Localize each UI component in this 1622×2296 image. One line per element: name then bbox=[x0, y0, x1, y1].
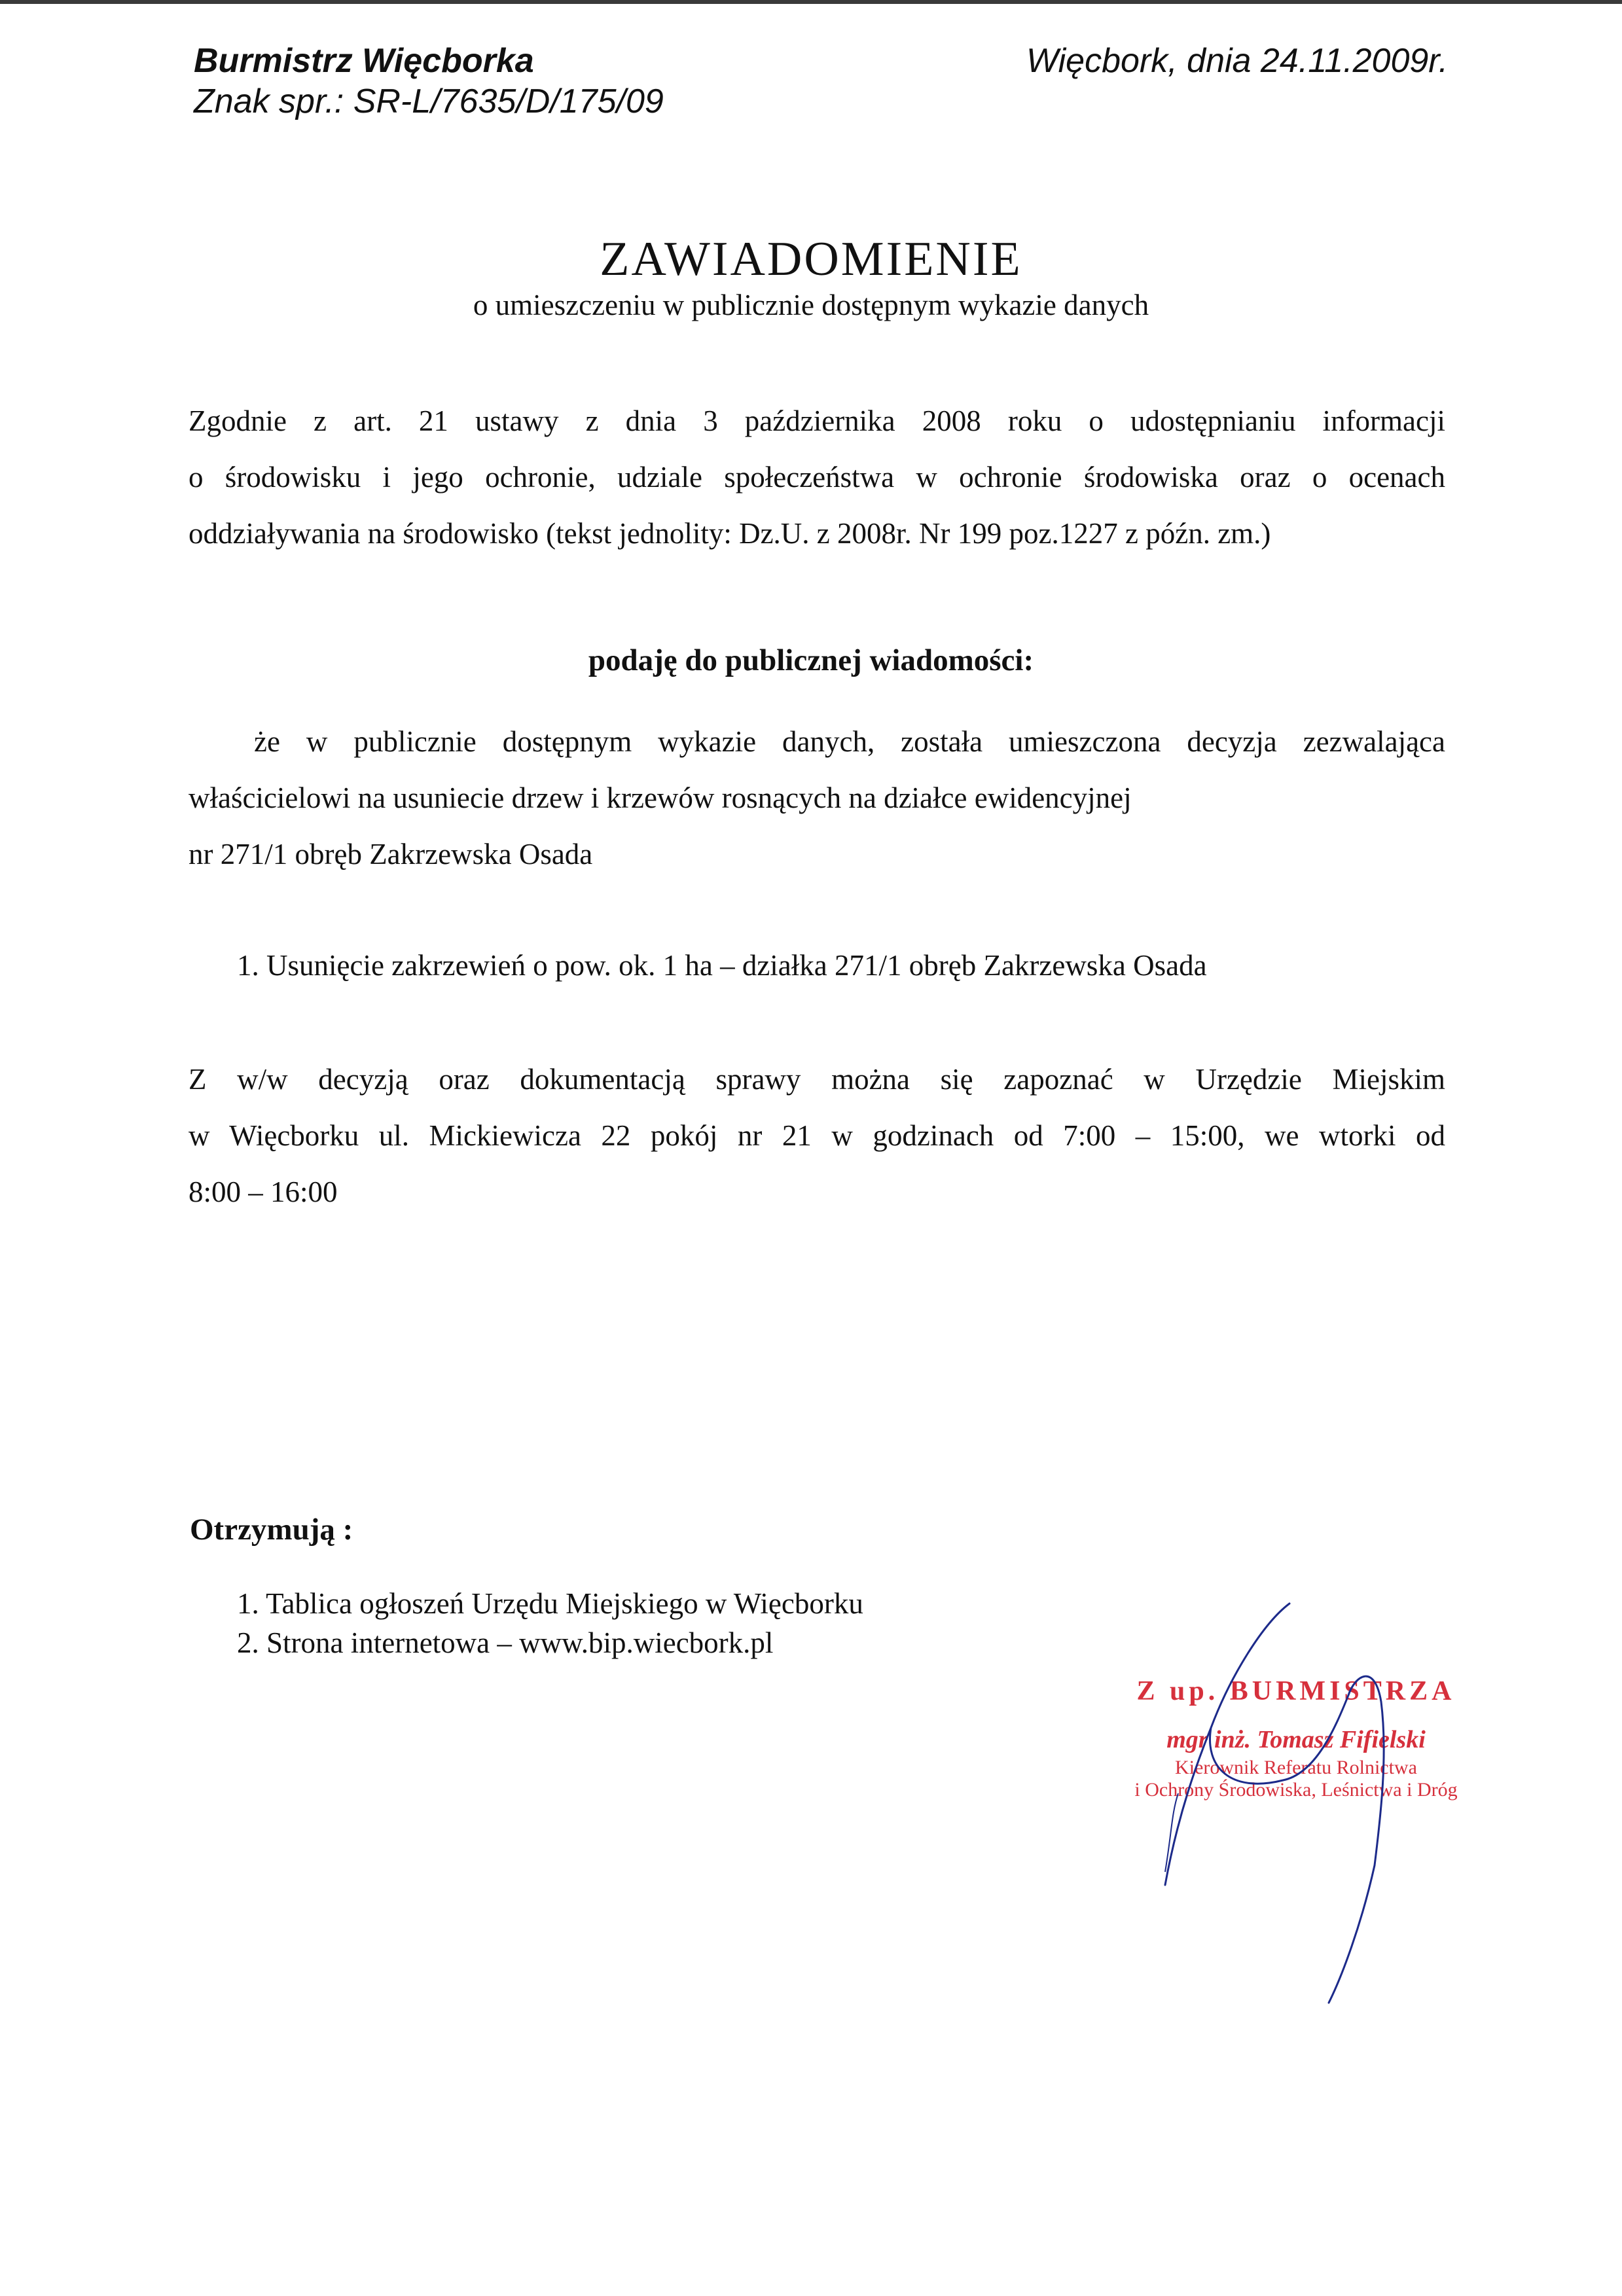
scan-edge bbox=[0, 0, 1622, 4]
stamp-line-department: i Ochrony Środowiska, Leśnictwa i Dróg bbox=[1134, 1779, 1458, 1801]
decision-paragraph bbox=[189, 713, 1445, 882]
stamp-line-authority: Z up. BURMISTRZA bbox=[1136, 1676, 1456, 1706]
issuer-office: Burmistrz Więcborka bbox=[194, 42, 534, 80]
recipients-list bbox=[237, 1584, 863, 1662]
paragraph-line: 8:00 – 16:00 bbox=[189, 1175, 338, 1208]
announcement-heading: podaję do publicznej wiadomości: bbox=[588, 643, 1034, 677]
paragraph-line: w Więcborku ul. Mickiewicza 22 pokój nr 21 w godzinach od 7:00 – 15:00, we wtorki od bbox=[189, 1119, 1445, 1152]
recipient-item: 2. Strona internetowa – www.bip.wiecbork.pl bbox=[237, 1626, 774, 1659]
paragraph-line: właścicielowi na usuniecie drzew i krzewów rosnących na działce ewidencyjnej bbox=[189, 781, 1132, 814]
access-info-paragraph bbox=[189, 1051, 1445, 1220]
stamp-line-name: mgr inż. Tomasz Fifielski bbox=[1166, 1726, 1426, 1753]
handwritten-signature bbox=[1100, 1597, 1492, 2016]
letterhead bbox=[194, 41, 664, 122]
document-title: ZAWIADOMIENIE bbox=[600, 232, 1022, 286]
decision-item: 1. Usunięcie zakrzewień o pow. ok. 1 ha – działka 271/1 obręb Zakrzewska Osada bbox=[237, 949, 1207, 982]
paragraph-line: że w publicznie dostępnym wykazie danych, została umieszczona decyzja zezwalająca bbox=[254, 725, 1445, 758]
place-and-date: Więcbork, dnia 24.11.2009r. bbox=[1026, 42, 1449, 80]
paragraph-line: Zgodnie z art. 21 ustawy z dnia 3 października 2008 roku o udostępnianiu informacji bbox=[189, 404, 1445, 437]
stamp-line-position: Kierownik Referatu Rolnictwa bbox=[1175, 1757, 1417, 1778]
paragraph-line: o środowisku i jego ochronie, udziale społeczeństwa w ochronie środowiska oraz o ocenach bbox=[189, 461, 1445, 493]
recipient-item: 1. Tablica ogłoszeń Urzędu Miejskiego w Więcborku bbox=[237, 1587, 863, 1620]
document-subtitle: o umieszczeniu w publicznie dostępnym wykazie danych bbox=[473, 289, 1149, 321]
paragraph-line: nr 271/1 obręb Zakrzewska Osada bbox=[189, 838, 593, 870]
legal-basis-paragraph bbox=[189, 393, 1445, 562]
paragraph-line: Z w/w decyzją oraz dokumentacją sprawy można się zapoznać w Urzędzie Miejskim bbox=[189, 1063, 1445, 1096]
paragraph-line: oddziaływania na środowisko (tekst jednolity: Dz.U. z 2008r. Nr 199 poz.1227 z późn. zm.) bbox=[189, 517, 1271, 550]
recipients-heading: Otrzymują : bbox=[190, 1513, 353, 1547]
case-reference: Znak spr.: SR-L/7635/D/175/09 bbox=[194, 82, 664, 120]
